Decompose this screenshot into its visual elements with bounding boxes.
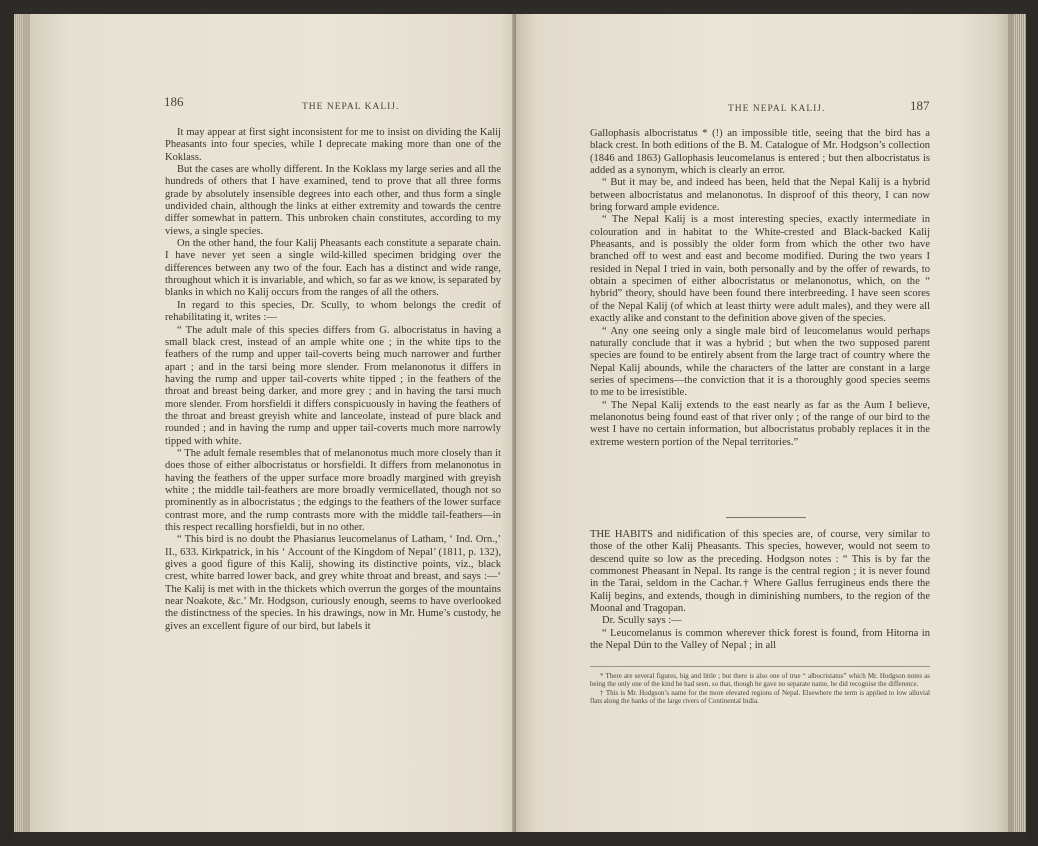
habits-section	[590, 529, 930, 652]
paragraph: “ This bird is no doubt the Phasianus leucomelanus of Latham, ‘ Ind. Orn.,’ II., 633. Kirkpatrick, in his ‘ Account of the Kingdom of Nepal’ (1811, p. 132), gives a good figure of this Kalij, showing its distinctive points, viz., black crest, white barred lower back, and grey white throat and breast, and says :—‘ The Kalij is met with in the thickets which overrun the gorges of the mountains near Noakote, &c.’ Mr. Hodgson, curiously enough, seems to have overlooked the distinctness of the species. In his drawings, now in Mr. Hume’s custody, he gives an excellent figure of our bird, but labels it	[165, 534, 501, 632]
paragraph: “ The adult male of this species differs from G. albocristatus in having a small black crest, instead of an ample white one ; in the white tips to the feathers of the rump and upper tail-coverts being much narrower and further apart ; and in the tarsi being more slender. From melanonotus it differs in having the rump and upper tail-coverts white tipped ; in the feathers of the throat and breast being darker, and more grey ; and in having the tarsi much more slender. From horsfieldi it differs conspicuously in having the feathers of the throat and breast greyish white and lanceolate, instead of pure black and rounded ; and in having the rump and upper tail-coverts much more narrowly tipped with white.	[165, 324, 501, 447]
left-page-body	[165, 127, 501, 633]
right-running-header: THE NEPAL KALIJ.	[728, 104, 826, 114]
paragraph: “ But it may be, and indeed has been, held that the Nepal Kalij is a hybrid between albocristatus and melanonotus. In disproof of this theory, I can now bring forward ample evidence.	[590, 177, 930, 214]
left-page-edges	[14, 14, 24, 832]
paragraph: Gallophasis albocristatus * (!) an impossible title, seeing that the bird has a black crest. In both editions of the B. M. Catalogue of Mr. Hodgson’s collection (1846 and 1863) Gallophasis leucomelanus is entered ; but then albocristatus is added as a synonym, which is clearly an error.	[590, 128, 930, 177]
footnote: † This is Mr. Hodgson’s name for the more elevated regions of Nepal. Elsewhere the term is applied to low alluvial flats along the banks of the large rivers of Continental India.	[590, 688, 930, 705]
paragraph: In regard to this species, Dr. Scully, to whom belongs the credit of rehabilitating it, writes :—	[165, 299, 501, 324]
section-lead: THE HABITS	[590, 529, 653, 540]
right-page-number: 187	[910, 98, 930, 113]
paragraph: Dr. Scully says :—	[602, 615, 682, 627]
paragraph: It may appear at first sight inconsistent for me to insist on dividing the Kalij Pheasants into four species, while I deprecate making more than one of the Koklass.	[165, 127, 501, 163]
section-divider	[726, 517, 806, 518]
open-book	[14, 6, 1026, 840]
right-page	[516, 14, 1016, 832]
left-running-header: THE NEPAL KALIJ.	[302, 102, 400, 112]
paragraph: On the other hand, the four Kalij Pheasants each constitute a separate chain. I have never yet seen a single wild-killed specimen bridging over the differences between any two of the four. Each has a distinct and wide range, throughout which it is invariable, and which, so far as we know, is separated by blanks in which no Kalij occurs from the ranges of all the others.	[165, 238, 501, 299]
left-page-number: 186	[164, 94, 184, 109]
paragraph: “ Any one seeing only a single male bird of leucomelanus would perhaps naturally conclude that it was a hybrid ; but when the two supposed parent species are found to be entirely absent from the large tract of country where the Nepal Kalij abounds, while the characters of the latter are constant in a large series of specimens—the conviction that it is a thoroughly good species seems to me to be irresistible.	[590, 325, 930, 399]
left-page	[24, 14, 516, 832]
footnote: * There are several figures, big and little ; but there is also one of true “ albocristatus” which Mr. Hodgson notes as being the only one of the kind he had seen, so that, though he gave no separate name, he did recognise the difference.	[590, 672, 930, 689]
footnote-rule	[590, 666, 930, 667]
paragraph: “ The Nepal Kalij is a most interesting species, exactly intermediate in colouration and in habitat to the White-crested and Black-backed Kalij Pheasants, and is possibly the older form from which the other two have branched off to west and east and become modified. During the two years I resided in Nepal I tried in vain, both personally and by the offer of rewards, to obtain a specimen of either albocristatus or melanonotus, which, on the “ hybrid” theory, should have been found there interbreeding. I have seen scores of the Nepal Kalij (of which at least thirty were adult males), and they were all exactly alike and constant to the definition above given of the species.	[590, 214, 930, 325]
right-page-edges	[1014, 14, 1026, 832]
footnotes	[590, 672, 930, 705]
right-page-body	[590, 128, 930, 449]
paragraph: “ The adult female resembles that of melanonotus much more closely than it does those of either albocristatus or horsfieldi. It differs from melanonotus in having the feathers of the upper surface more broadly margined with greyish white ; the middle tail-feathers are more broadly vermicellated, though not so prominently as in albocristatus ; the edgings to the feathers of the lower surface contrast more, and the rump contrasts more with the middle tail-feathers—in this respect recalling horsfieldi, but in no other.	[165, 447, 501, 533]
paragraph: “ The Nepal Kalij extends to the east nearly as far as the Aum I believe, melanonotus being found east of that river only ; of the range of our bird to the west I have no certain information, but albocristatus probably replaces it in the extreme western portion of the Nepal territories.”	[590, 399, 930, 448]
paragraph: But the cases are wholly different. In the Koklass my large series and all the hundreds of others that I have examined, tend to prove that all three forms grade by absolutely insensible degrees into each other, and thus form a single undivided chain, although the links at either extremity and towards the centre differ somewhat in pattern. This unbroken chain constitutes, according to my views, a single species.	[165, 164, 501, 237]
paragraph: “ Leucomelanus is common wherever thick forest is found, from Hitorna in the Nepal Dún to the Valley of Nepal ; in all	[590, 627, 930, 652]
paragraph	[590, 529, 930, 615]
section-text: and nidification of this species are, of course, very similar to those of the other Kalij Pheasants. This species, however, would not seem to descend quite so low as the preceding. Hodgson notes : “ This is by far the commonest Pheasant in Nepal. Its range is the central region ; it is never found in the Tarai, seldom in the Cachar.† Where Gallus ferrugineus ends there the Kalij begins, and extends, though in diminishing numbers, to the region of the Moonal and Tragopan.	[590, 529, 931, 615]
